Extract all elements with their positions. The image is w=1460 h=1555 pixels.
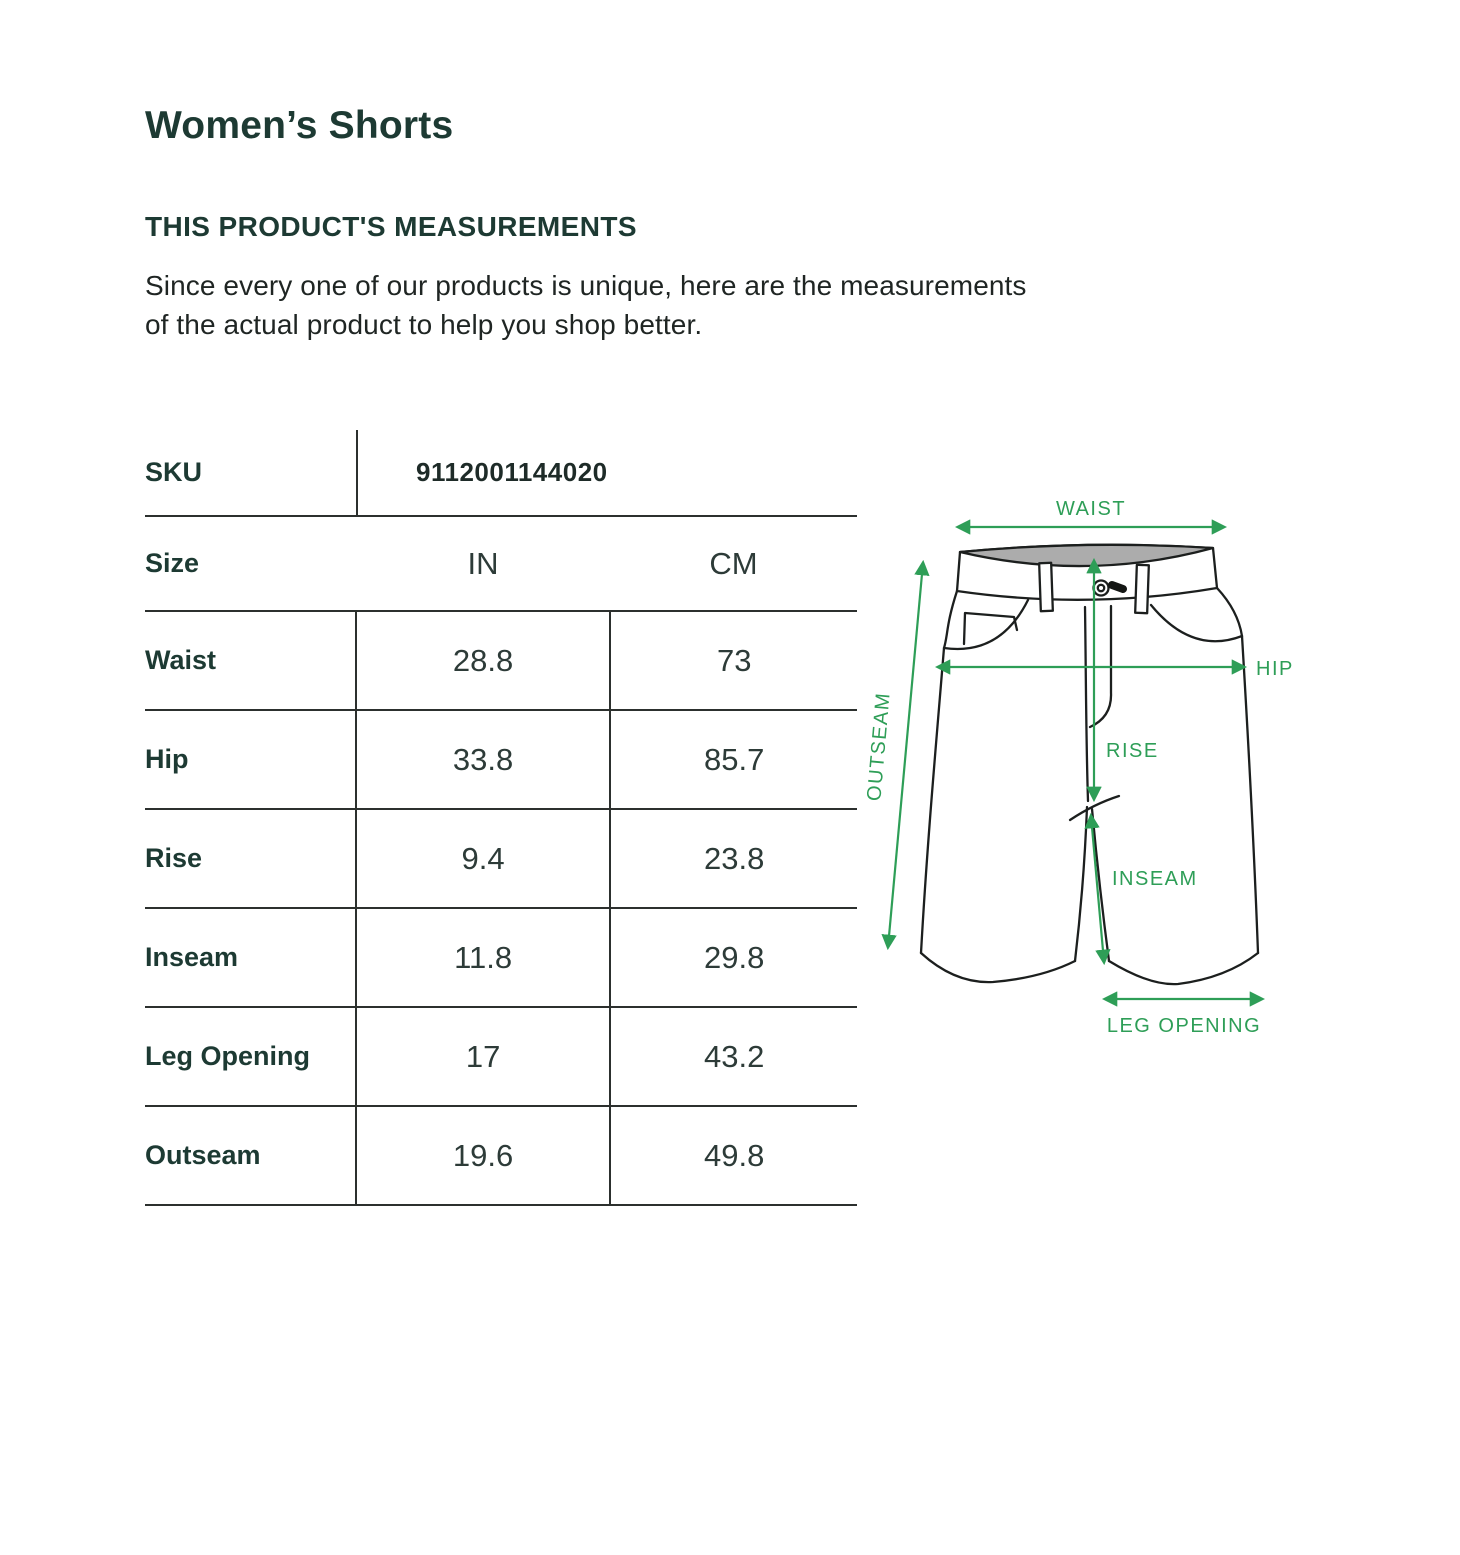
inseam-dimension-label: INSEAM bbox=[1112, 868, 1198, 890]
row-label: Rise bbox=[145, 810, 357, 907]
row-label: Outseam bbox=[145, 1107, 357, 1204]
belt-loop-right bbox=[1135, 565, 1149, 613]
value-in: 28.8 bbox=[357, 612, 612, 709]
row-label: Waist bbox=[145, 612, 357, 709]
page-title: Women’s Shorts bbox=[145, 104, 454, 147]
value-in: 19.6 bbox=[357, 1107, 612, 1204]
value-in: 17 bbox=[357, 1008, 612, 1105]
button-icon bbox=[1094, 581, 1109, 596]
size-label: Size bbox=[145, 548, 200, 578]
outseam-arrow bbox=[888, 563, 923, 947]
row-label: Hip bbox=[145, 711, 357, 808]
unit-header-cm: CM bbox=[709, 545, 758, 581]
waist-dimension-label: WAIST bbox=[1055, 498, 1127, 520]
description-line-2: of the actual product to help you shop better. bbox=[145, 309, 703, 340]
leg-opening-dimension-label: LEG OPENING bbox=[1106, 1015, 1262, 1037]
inseam-arrow bbox=[1091, 816, 1104, 962]
unit-header-in: IN bbox=[467, 545, 499, 581]
description-line-1: Since every one of our products is unique, here are the measurements bbox=[145, 270, 1027, 301]
shorts-measurement-diagram bbox=[858, 485, 1330, 1055]
table-row-outseam bbox=[145, 1107, 857, 1206]
value-cm: 85.7 bbox=[704, 741, 765, 777]
sku-value: 9112001144020 bbox=[416, 457, 608, 487]
table-row-rise bbox=[145, 810, 857, 909]
section-description bbox=[145, 266, 1027, 344]
table-row-inseam bbox=[145, 909, 857, 1008]
row-label: Leg Opening bbox=[145, 1008, 357, 1105]
value-cm: 29.8 bbox=[704, 939, 765, 975]
table-row-waist bbox=[145, 612, 857, 711]
measurements-table bbox=[145, 430, 857, 1206]
row-label: Inseam bbox=[145, 909, 357, 1006]
belt-loop-left bbox=[1039, 563, 1053, 611]
table-row-hip bbox=[145, 711, 857, 810]
hip-dimension-label: HIP bbox=[1256, 658, 1294, 680]
value-cm: 49.8 bbox=[704, 1137, 765, 1173]
value-cm: 43.2 bbox=[704, 1038, 765, 1074]
outseam-dimension-label: OUTSEAM bbox=[863, 691, 895, 802]
section-heading: THIS PRODUCT'S MEASUREMENTS bbox=[145, 211, 637, 242]
table-row-size-header bbox=[145, 517, 857, 612]
value-in: 9.4 bbox=[357, 810, 612, 907]
shorts-drawing bbox=[921, 545, 1258, 984]
table-row-leg-opening bbox=[145, 1008, 857, 1107]
value-cm: 23.8 bbox=[704, 840, 765, 876]
value-in: 33.8 bbox=[357, 711, 612, 808]
sku-label: SKU bbox=[145, 430, 358, 515]
table-row-sku bbox=[145, 430, 857, 517]
rise-dimension-label: RISE bbox=[1106, 740, 1159, 762]
value-cm: 73 bbox=[716, 642, 752, 678]
value-in: 11.8 bbox=[357, 909, 612, 1006]
